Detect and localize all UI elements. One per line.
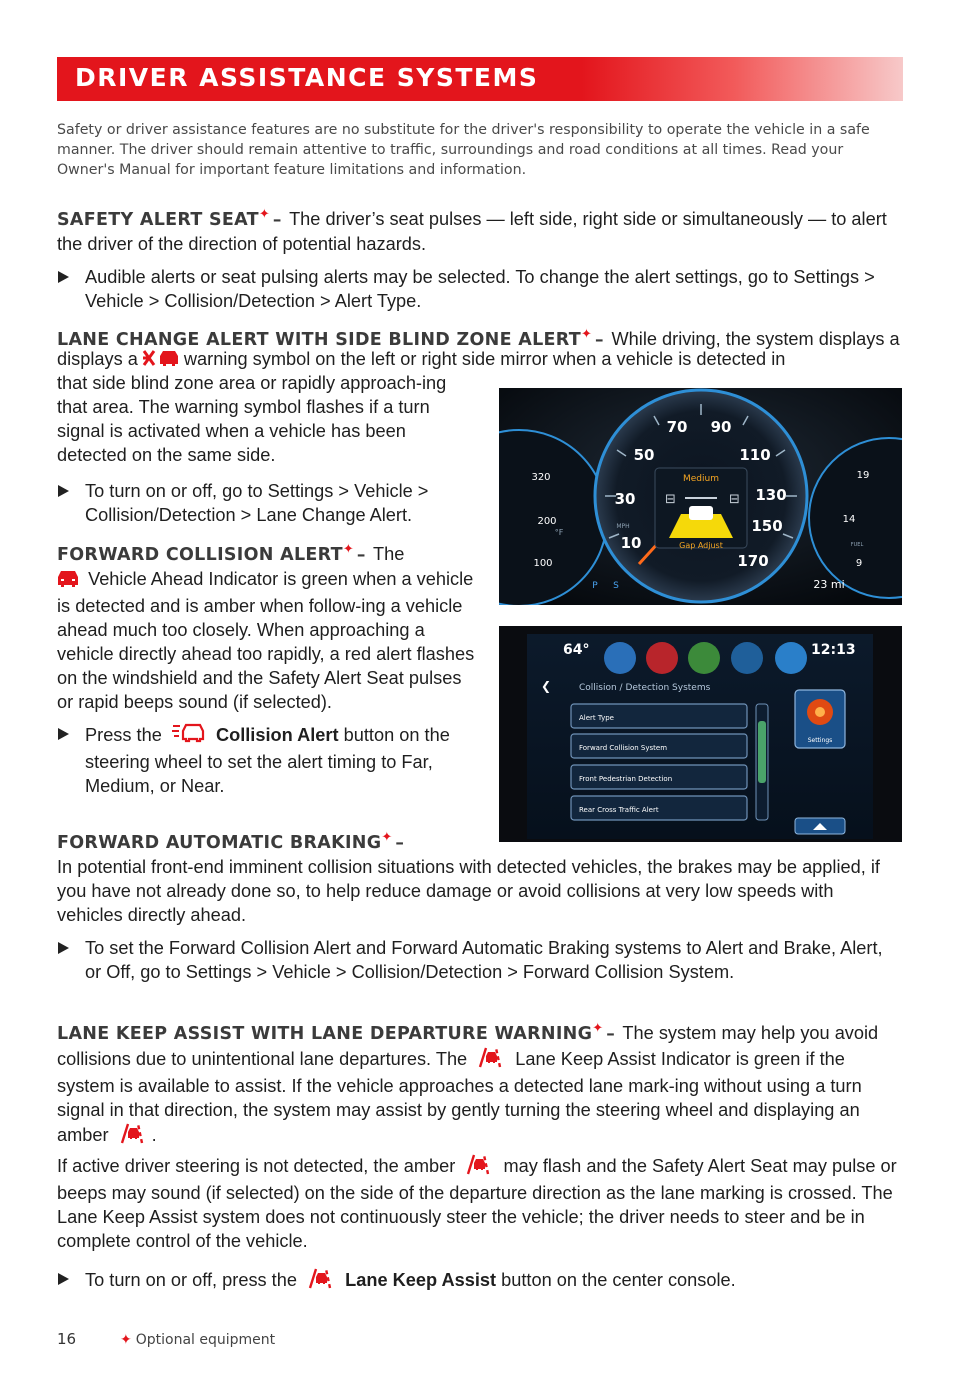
section-forward-collision-alert: FORWARD COLLISION ALERT✦ – The Vehicle Ahead Indicator is green when a vehicle is detected and is amber when follow-ing a vehicle ahead much too closely. When approaching a vehicle directly ahead too rapidly, a red alert flashes on the windshield and the Safety Alert Seat pulses or rapid beeps sound (if selected). Press the Collision Alert button on the steering wheel to set the alert timing to Far, Medium, or Near. (57, 538, 477, 798)
svg-text:⊟: ⊟ (665, 492, 676, 507)
optional-star: ✦ (258, 207, 270, 222)
bullet-collision-alert-button: Press the Collision Alert button on the steering wheel to set the alert timing to Far, Medium, or Near. (57, 722, 477, 798)
temp-tick-label: 100 (533, 558, 553, 569)
temp-tick-label: 320 (531, 472, 551, 483)
bullet-lane-keep-assist-button: To turn on or off, press the Lane Keep Assist button on the center console. (57, 1267, 903, 1295)
footnote-optional-equipment: ✦ Optional equipment (120, 1332, 276, 1348)
lane-keep-assist-icon (476, 1046, 506, 1074)
temp-tick-label: 200 (537, 516, 557, 527)
unit-f-label: °F (554, 528, 564, 537)
speed-tick-label: 30 (614, 490, 636, 508)
menu-item-label: Rear Cross Traffic Alert (579, 806, 659, 814)
bullet-arrow-icon (58, 942, 69, 954)
lane-change-narrow: that side blind zone area or rapidly approach-ing that area. The warning symbol flashes if a turn signal is activated when a vehicle has been detected on the same side. To turn on or off, go to Settings > Vehicle > Collision/Detection > Lane Change Alert. (57, 371, 477, 527)
bullet-fab-settings: To set the Forward Collision Alert and Forward Automatic Braking systems to Alert and Brake, Alert, or Off, go to Settings > Vehicle > Collision/Detection > Forward Collision System. (57, 936, 903, 984)
heading-safety-alert-seat: SAFETY ALERT SEAT (57, 210, 259, 231)
bullet-arrow-icon (58, 485, 69, 497)
lane-keep-assist-icon (306, 1267, 336, 1295)
intro-disclaimer: Safety or driver assistance features are no substitute for the driver's responsibility to operate the vehicle in a safe manner. The driver should remain attentive to traffic, surroundings and road conditions at all times. Read your Owner's Manual for important feature limitations and information. (57, 122, 870, 178)
speed-tick-label: 50 (633, 446, 655, 464)
lane-keep-assist-amber-icon (464, 1153, 494, 1181)
section-banner (57, 57, 903, 101)
menu-item-label: Front Pedestrian Detection (579, 775, 673, 783)
speed-tick-label: 110 (739, 446, 771, 464)
body-forward-collision-alert: Vehicle Ahead Indicator is green when a vehicle is detected and is amber when follow-ing a vehicle ahead much too closely. When approaching a vehicle directly ahead too rapidly, a red alert flashes on the windshield and the Safety Alert Seat pulses or rapid beeps sound (if selected). (57, 569, 475, 713)
fuel-label: FUEL (850, 542, 864, 548)
bullet-alert-settings: Audible alerts or seat pulsing alerts may be selected. To change the alert settings, go to Settings > Vehicle > Collision/Detection > Alert Type. (57, 265, 903, 313)
fuel-tick-label: 9 (855, 558, 863, 569)
collision-alert-icon (171, 722, 207, 750)
screen-title: Collision / Detection Systems (579, 683, 711, 693)
unit-mph-label: MPH (616, 523, 630, 530)
svg-text:⊟: ⊟ (729, 492, 740, 507)
bullet-arrow-icon (58, 271, 69, 283)
body-forward-automatic-braking: In potential front-end imminent collision situations with detected vehicles, the brakes may be applied, if you have not already done so, to help reduce damage or avoid collisions at very low speeds with vehicles directly ahead. (57, 857, 880, 926)
speed-tick-label: 130 (755, 486, 787, 504)
heading-forward-automatic-braking: FORWARD AUTOMATIC BRAKING (57, 833, 382, 854)
lane-keep-assist-amber-icon (118, 1122, 148, 1150)
gear-p-label: P (592, 581, 598, 591)
heading-lane-keep-assist: LANE KEEP ASSIST WITH LANE DEPARTURE WARNING (57, 1024, 593, 1045)
optional-star: ✦ (120, 1332, 132, 1348)
bullet-arrow-icon (58, 1273, 69, 1285)
heading-lane-change-alert: LANE CHANGE ALERT WITH SIDE BLIND ZONE ALERT (57, 330, 582, 351)
settings-label: Settings (807, 737, 833, 744)
body-safety-alert-seat: The driver’s seat pulses — left side, right side or simultaneously — to alert the driver of the direction of potential hazards. (57, 209, 887, 255)
section-lane-keep-assist: LANE KEEP ASSIST WITH LANE DEPARTURE WARNING✦ – The system may help you avoid collisions due to unintentional lane departures. The Lane Keep Assist Indicator is green if the system is available to assist. If the vehicle approaches a detected lane mark-ing without using a turn signal in that direction, the system may assist by gently turning the steering wheel and displaying an amber . If active driver steering is not detected, the amber may flash and the Safety Alert Seat may pulse or beeps may sound (if selected) on the side of the departure direction as the lane marking is crossed. The Lane Keep Assist system does not continuously steer the vehicle; the driver needs to steer and be in complete control of the vehicle. To turn on or off, press the Lane Keep Assist button on the center console. (57, 1017, 903, 1295)
bullet-lane-change-settings: To turn on or off, go to Settings > Vehicle > Collision/Detection > Lane Change Alert. (57, 479, 477, 527)
back-chevron-icon: ❮ (541, 679, 552, 693)
heading-forward-collision-alert: FORWARD COLLISION ALERT (57, 545, 343, 566)
speed-tick-label: 150 (751, 517, 783, 535)
vehicle-ahead-icon (57, 570, 79, 594)
gap-setting-label: Medium (683, 474, 719, 484)
bullet-arrow-icon (58, 728, 69, 740)
fuel-tick-label: 19 (856, 470, 870, 481)
gear-s-label: S (613, 581, 619, 591)
instrument-cluster-photo (499, 388, 902, 605)
speed-tick-label: 90 (710, 418, 732, 436)
outside-temp: 64° (563, 642, 590, 658)
fuel-tick-label: 14 (842, 514, 856, 525)
menu-item-label: Alert Type (579, 714, 614, 722)
banner-title: DRIVER ASSISTANCE SYSTEMS (75, 63, 539, 92)
speed-tick-label: 70 (666, 418, 688, 436)
menu-item-label: Forward Collision System (579, 744, 668, 752)
lane-change-line2: displays a warning symbol on the left or right side mirror when a vehicle is detected in (57, 347, 903, 374)
speed-tick-label: 10 (620, 534, 642, 552)
section-safety-alert-seat: SAFETY ALERT SEAT✦ – The driver’s seat pulses — left side, right side or simultaneously — to alert the driver of the direction of potential hazards. Audible alerts or seat pulsing alerts may be selected. To change the alert settings, go to Settings > Vehicle > Collision/Detection > Alert Type. (57, 203, 903, 313)
page-number: 16 (57, 1330, 77, 1348)
infotainment-screen-photo (499, 626, 902, 842)
body-lane-change-intro: LANE CHANGE ALERT WITH SIDE BLIND ZONE ALERT✦ – While driving, the system displays a (57, 327, 900, 351)
clock-time: 12:13 (811, 642, 856, 658)
odometer-readout: 23 mi (813, 578, 845, 591)
section-forward-automatic-braking: FORWARD AUTOMATIC BRAKING✦ – In potential front-end imminent collision situations with detected vehicles, the brakes may be applied, if you have not already done so, to help reduce damage or avoid collisions at very low speeds with vehicles directly ahead. To set the Forward Collision Alert and Forward Automatic Braking systems to Alert and Brake, Alert, or Off, go to Settings > Vehicle > Collision/Detection > Forward Collision System. (57, 826, 903, 984)
gap-adjust-label: Gap Adjust (679, 541, 723, 550)
speed-tick-label: 170 (737, 552, 769, 570)
